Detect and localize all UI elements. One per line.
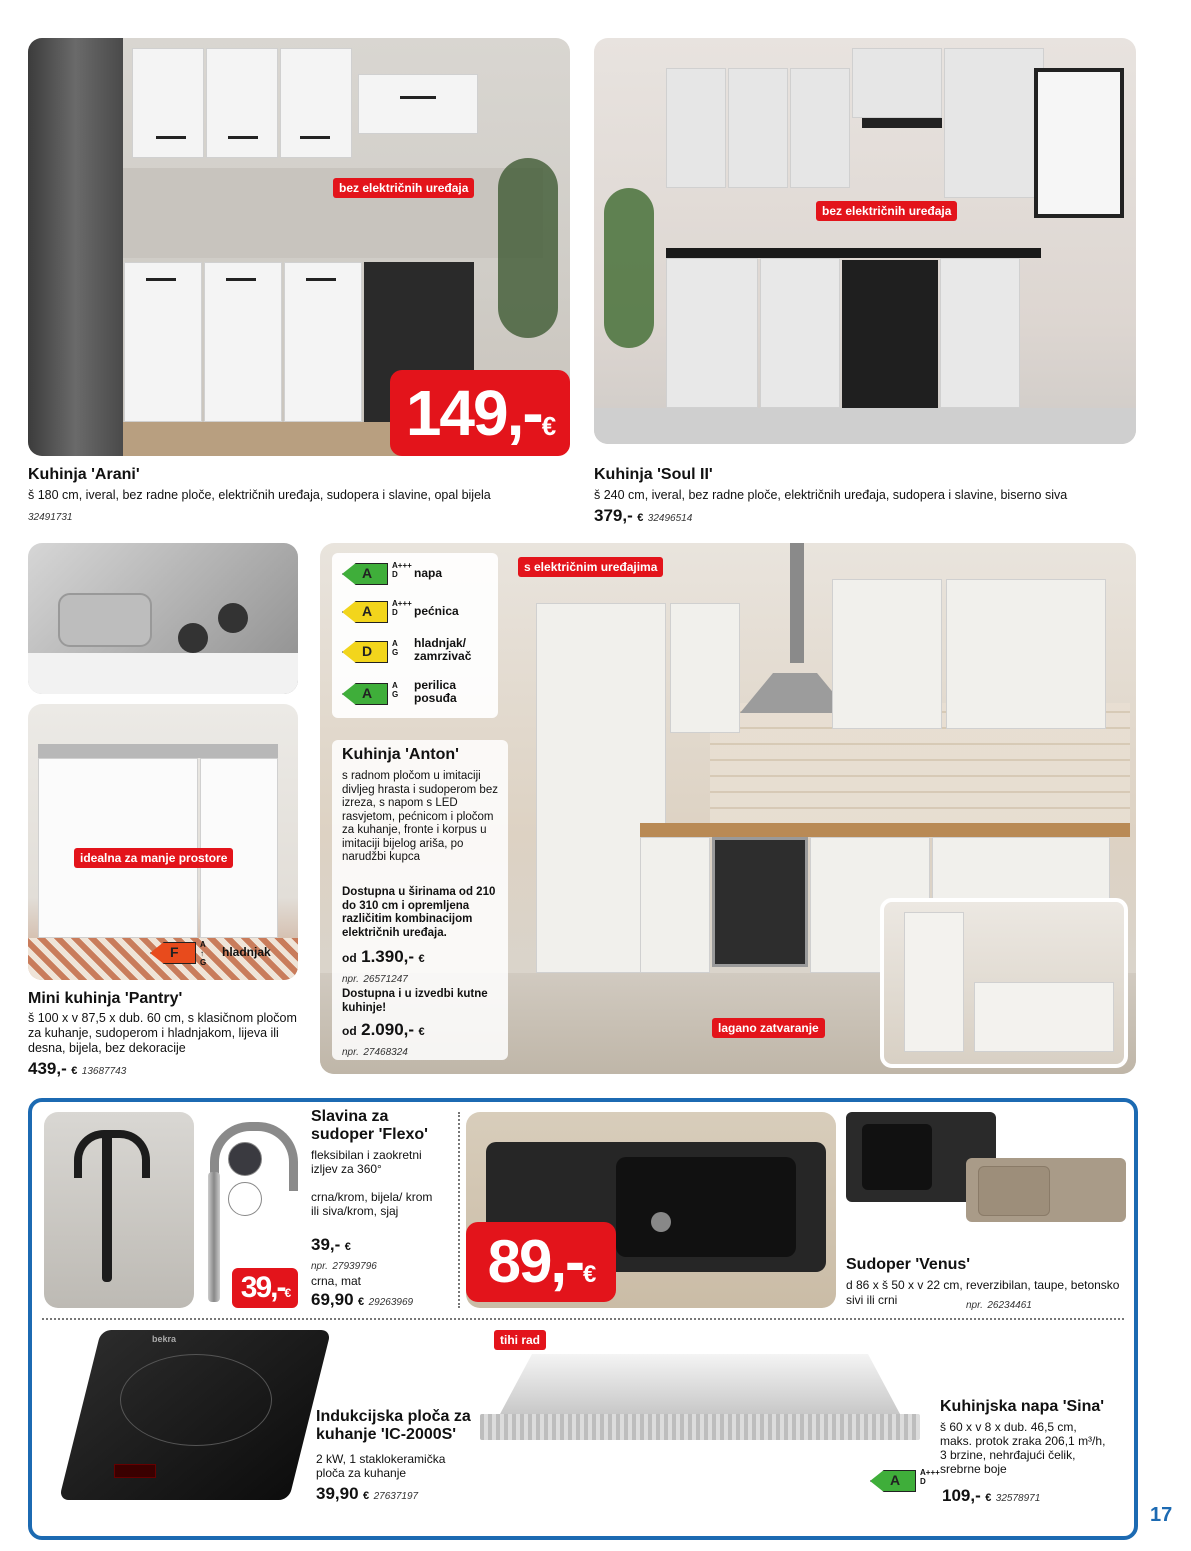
anton-energy-panel [332,553,498,718]
scale-bottom: G [200,958,207,967]
energy-scale [392,681,398,699]
induction-currency: € [363,1490,370,1502]
flexo-code1: 27939796 [332,1261,377,1272]
flexo-price1-line [311,1235,351,1255]
flexo-price-tag-value: 39,- [240,1271,285,1304]
anton-code2-line [342,1042,408,1060]
arani-badge: bez električnih uređaja [333,178,474,198]
color-swatch-dark[interactable] [228,1142,262,1176]
pantry-energy-scale: A ↑ G [200,940,207,967]
flexo-title: Slavina za sudoper 'Flexo' [311,1108,428,1143]
separator-horizontal [42,1318,1124,1320]
energy-text: napa [414,566,443,580]
color-swatch-white[interactable] [228,1182,262,1216]
sina-photo [480,1340,920,1450]
soul-currency: € [637,512,644,524]
sina-currency: € [985,1492,992,1504]
pantry-code: 13687743 [81,1066,127,1077]
pantry-energy-text: hladnjak [222,945,271,959]
induction-code: 27637197 [373,1491,419,1502]
sina-code: 32578971 [995,1493,1041,1504]
venus-code-line [966,1295,1032,1313]
arani-price-currency: € [541,411,555,441]
arani-price-big: 149,- [405,377,542,449]
anton-price2: 2.090,- [361,1020,415,1039]
flexo-photo-black [44,1112,194,1308]
flexo-price-tag [232,1268,298,1308]
induction-title: Indukcijska ploča za kuhanje 'IC-2000S' [316,1408,471,1443]
scale-top: A [392,639,398,648]
venus-code: 26234461 [987,1300,1032,1311]
anton-energy-hladnjak [342,636,492,663]
anton-energy-perilica [342,678,492,705]
energy-text: hladnjak/ zamrzivač [414,636,472,663]
anton-desc-bold: Dostupna u širinama od 210 do 310 cm i opremljena različitim kombinacijom električnih uređaja. [342,886,496,939]
energy-text: pećnica [414,604,459,618]
sina-price-line [942,1486,1040,1506]
venus-price-tag-currency: € [583,1261,595,1288]
sina-energy-scale [920,1468,940,1486]
energy-class: A [362,565,373,581]
anton-badge: s električnim uređajima [518,557,663,577]
scale-bottom: G [392,690,399,699]
soul-price: 379,- [594,506,633,525]
anton-price2-line [342,1020,425,1040]
anton-currency1: € [418,953,425,965]
scale-top: A [200,940,206,949]
anton-energy-pecnica [342,601,492,623]
flexo-price-tag-currency: € [284,1286,290,1300]
anton-corner-text: Dostupna i u izvedbi kutne kuhinje! [342,988,488,1014]
anton-from-label-2: od [342,1024,357,1038]
venus-title: Sudoper 'Venus' [846,1256,971,1273]
pantry-price-line [28,1059,126,1079]
scale-bottom: D [920,1477,926,1486]
flexo-variants: crna/krom, bijela/ krom ili siva/krom, sjaj [311,1190,433,1218]
venus-price-tag-value: 89,- [487,1228,584,1295]
sina-energy-class: A [890,1472,901,1488]
anton-from-label: od [342,951,357,965]
scale-top: A+++ [392,561,412,570]
energy-class: A [362,685,373,701]
flexo-currency1: € [344,1241,351,1253]
flexo-currency2: € [358,1296,365,1308]
wall-art [1034,68,1124,218]
arani-price-tag [390,370,570,456]
anton-code2: 27468324 [363,1047,408,1058]
arani-title: Kuhinja 'Arani' [28,466,140,483]
energy-text: perilica posuđa [414,678,457,705]
induction-photo [40,1324,310,1524]
flexo-code1-line [311,1256,377,1274]
pantry-photo-top [28,543,298,694]
soul-desc: š 240 cm, iveral, bez radne ploče, električnih uređaja, sudopera i slavine, biserno siva [594,488,1068,502]
induction-price: 39,90 [316,1484,359,1503]
flexo-price1: 39,- [311,1235,341,1254]
scale-top: A+++ [920,1468,940,1477]
anton-badge-soft-close: lagano zatvaranje [712,1018,825,1038]
scale-bottom: D [392,608,398,617]
sina-title: Kuhinjska napa 'Sina' [940,1398,1105,1415]
anton-energy-napa [342,563,492,585]
induction-price-line [316,1484,418,1504]
energy-scale [392,599,412,617]
page-number: 17 [1150,1504,1173,1526]
anton-text-panel [332,740,508,1060]
arani-code: 32491731 [28,512,73,523]
separator-vertical [458,1112,460,1308]
anton-title: Kuhinja 'Anton' [342,746,459,763]
anton-price1: 1.390,- [361,947,415,966]
soul-photo [594,38,1136,444]
induction-desc: 2 kW, 1 staklokeramička ploča za kuhanje [316,1452,446,1480]
arani-desc: š 180 cm, iveral, bez radne ploče, električnih uređaja, sudopera i slavine, opal bijela [28,488,491,502]
soul-title: Kuhinja 'Soul II' [594,466,713,483]
pantry-badge: idealna za manje prostore [74,848,233,868]
energy-class: D [362,643,373,659]
pantry-desc: š 100 x v 87,5 x dub. 60 cm, s klasičnom pločom za kuhanje, sudoperom i hladnjakom, lijeva ili desna, bijela, bez dekoracije [28,1011,297,1055]
energy-scale [392,639,398,657]
sina-desc: š 60 x v 8 x dub. 46,5 cm, maks. protok zraka 206,1 m³/h, 3 brzine, nehrđajući čelik, srebrne boje [940,1420,1106,1476]
soul-price-line [594,506,692,526]
pantry-energy-label [150,940,290,967]
flexo-desc: fleksibilan i zaokretni izljev za 360° [311,1148,422,1176]
energy-class: A [362,603,373,619]
anton-code2-label: npr. [342,1047,359,1058]
fridge [28,38,123,456]
scale-bottom: G [392,648,399,657]
pantry-photo-main [28,704,298,980]
soul-code: 32496514 [647,513,693,524]
venus-code-label: npr. [966,1300,983,1311]
scale-top: A+++ [392,599,412,608]
anton-desc: s radnom pločom u imitaciji divljeg hrasta i sudoperom bez izreza, s napom s LED rasvjetom, pećnicom i pločom za kuhanje, fronte i korpus u imitaciji bijelog ariša, po narudžbi kupca [342,770,498,863]
scale-bottom: D [392,570,398,579]
flexo-price2-line [311,1290,413,1310]
flexo-price2: 69,90 [311,1290,354,1309]
anton-code1-line [342,969,408,987]
sina-price: 109,- [942,1486,981,1505]
soul-badge: bez električnih uređaja [816,201,957,221]
anton-currency2: € [418,1026,425,1038]
anton-price1-line [342,947,425,967]
sina-badge: tihi rad [494,1330,546,1350]
sina-energy-label [870,1468,940,1492]
flexo-code2: 29263969 [368,1297,414,1308]
energy-scale [392,561,412,579]
scale-top: A [392,681,398,690]
anton-corner-inset [880,898,1128,1068]
venus-price-tag [466,1222,616,1302]
venus-photo-variants [846,1112,1126,1222]
pantry-title: Mini kuhinja 'Pantry' [28,990,183,1007]
pantry-energy-class: F [170,944,179,960]
induction-brand: bekra [152,1334,177,1344]
flexo-variant2: crna, mat [311,1274,362,1288]
pantry-price: 439,- [28,1059,67,1078]
anton-code1: 26571247 [363,974,408,985]
anton-code1-label: npr. [342,974,359,985]
pantry-currency: € [71,1065,78,1077]
venus-desc: d 86 x š 50 x v 22 cm, reverzibilan, taupe, betonsko sivi ili crni [846,1278,1120,1307]
flexo-code-label: npr. [311,1261,328,1272]
